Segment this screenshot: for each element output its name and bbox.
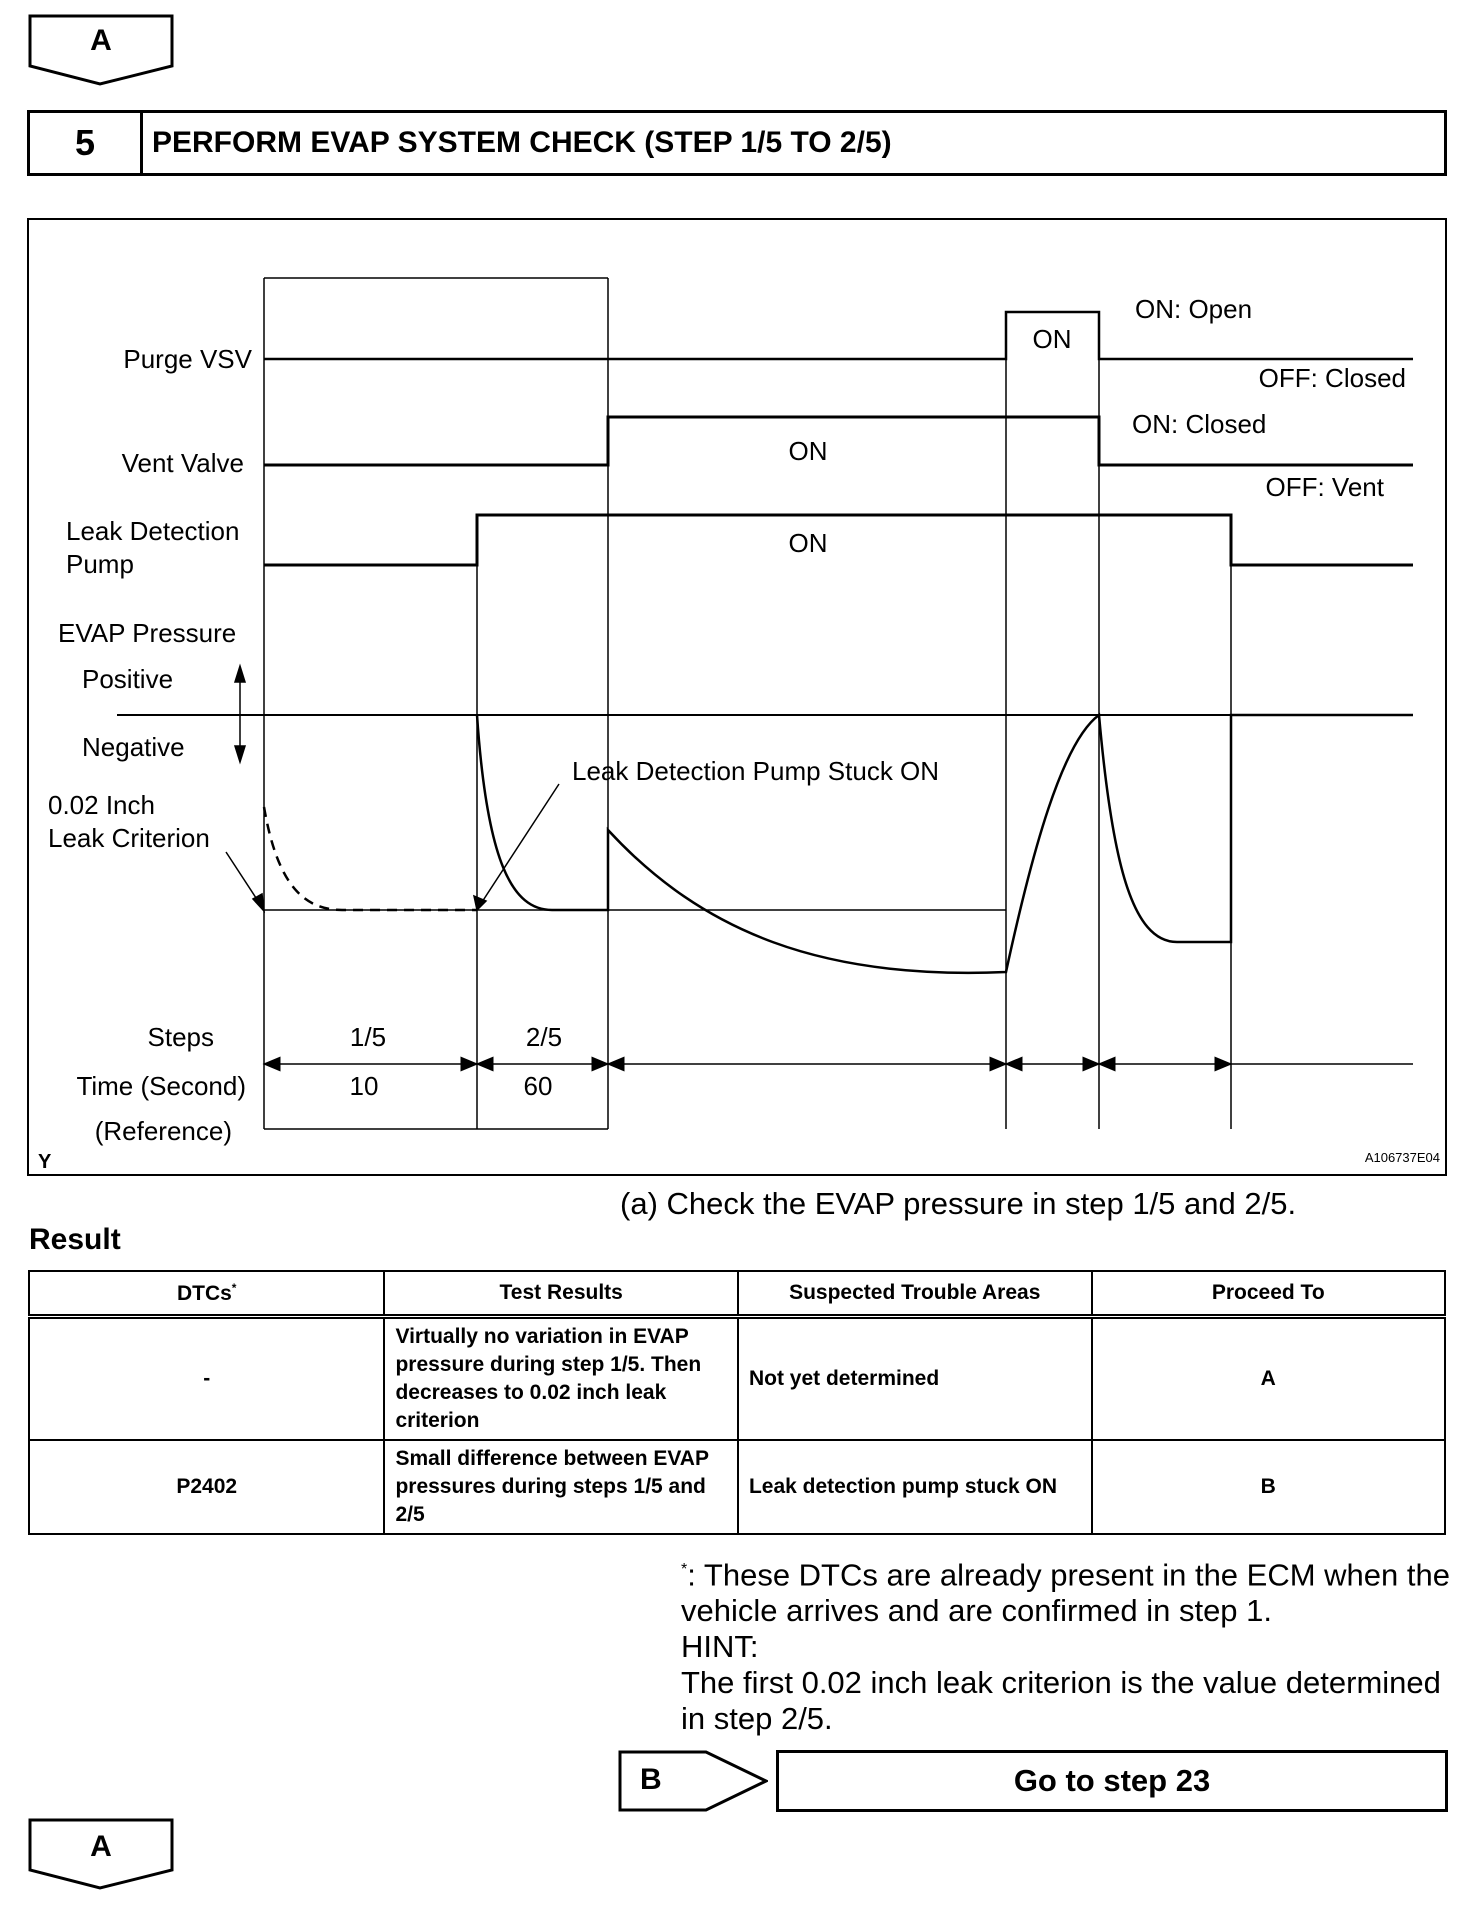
check-instruction: (a) Check the EVAP pressure in step 1/5 and 2/5.	[620, 1186, 1297, 1221]
label-leak-pump-1: Leak Detection	[66, 516, 240, 546]
cell-trouble-area: Not yet determined	[738, 1317, 1092, 1441]
goto-b-marker	[618, 1750, 768, 1812]
step-2-time: 60	[523, 1071, 553, 1101]
goto-b-label: B	[640, 1763, 662, 1796]
bottom-a-marker	[28, 1818, 174, 1890]
figure-id: A106737E04	[1364, 1150, 1440, 1165]
stuck-on-leader	[482, 784, 559, 902]
hint-label: HINT:	[681, 1629, 759, 1665]
top-a-marker-label: A	[90, 24, 112, 57]
cell-dtc: -	[29, 1317, 384, 1441]
step-number: 5	[30, 113, 143, 173]
label-purge-vsv: Purge VSV	[123, 344, 252, 374]
leak-criterion-leader	[226, 852, 260, 904]
annot-vent-on: ON	[788, 436, 828, 466]
cell-test-result: Small difference between EVAP pressures during steps 1/5 and 2/5	[384, 1440, 738, 1534]
timing-diagram-svg	[29, 220, 1445, 1174]
footnote-block	[681, 1552, 1451, 1737]
header-footnote-mark: *	[231, 1280, 237, 1295]
hint-text: The first 0.02 inch leak criterion is the value determined in step 2/5.	[681, 1665, 1441, 1737]
table-row	[29, 1440, 1445, 1534]
cell-proceed-to: B	[1092, 1440, 1445, 1534]
cell-trouble-area: Leak detection pump stuck ON	[738, 1440, 1092, 1534]
label-evap-pressure: EVAP Pressure	[58, 618, 237, 648]
annot-on-closed: ON: Closed	[1132, 409, 1267, 439]
step-2-label: 2/5	[525, 1022, 563, 1052]
step-title: PERFORM EVAP SYSTEM CHECK (STEP 1/5 TO 2/5)	[152, 126, 892, 159]
header-proceed-to: Proceed To	[1092, 1271, 1445, 1317]
evap-pressure-dashed-curve	[264, 807, 477, 910]
cell-test-result: Virtually no variation in EVAP pressure during step 1/5. Then decreases to 0.02 inch leak criterion	[384, 1317, 738, 1441]
label-leak-criterion-1: 0.02 Inch	[48, 790, 155, 820]
step-1-label: 1/5	[349, 1022, 387, 1052]
label-steps: Steps	[147, 1022, 214, 1052]
corner-y-label: Y	[38, 1151, 52, 1173]
label-leak-criterion-2: Leak Criterion	[48, 823, 210, 853]
footnote-text: *: These DTCs are already present in the ECM when the vehicle arrives and are confirmed in step 1.	[681, 1557, 1450, 1629]
timing-diagram	[27, 218, 1447, 1176]
leak-pump-signal	[264, 515, 1413, 565]
label-reference: (Reference)	[94, 1116, 232, 1146]
vertical-reference-lines	[264, 278, 1231, 1129]
result-table	[28, 1270, 1446, 1535]
top-a-marker	[28, 14, 174, 86]
annot-stuck-on: Leak Detection Pump Stuck ON	[572, 756, 940, 786]
step-header	[27, 110, 1447, 176]
header-test-results: Test Results	[384, 1271, 738, 1317]
annot-pump-on: ON	[788, 528, 828, 558]
label-positive: Positive	[82, 664, 174, 694]
annot-on-open: ON: Open	[1135, 294, 1253, 324]
step-1-time: 10	[349, 1071, 379, 1101]
evap-pressure-curve	[477, 715, 1413, 973]
label-leak-pump-2: Pump	[66, 549, 134, 579]
table-header-row	[29, 1271, 1445, 1317]
annot-off-vent: OFF: Vent	[1265, 472, 1384, 502]
header-dtcs: DTCs*	[29, 1271, 384, 1317]
goto-step-button[interactable]: Go to step 23	[776, 1750, 1448, 1812]
label-time: Time (Second)	[76, 1071, 246, 1101]
table-row	[29, 1317, 1445, 1441]
annot-purge-on: ON	[1032, 324, 1072, 354]
label-vent-valve: Vent Valve	[121, 448, 244, 478]
result-label: Result	[29, 1223, 121, 1256]
header-trouble-areas: Suspected Trouble Areas	[738, 1271, 1092, 1317]
cell-dtc: P2402	[29, 1440, 384, 1534]
cell-proceed-to: A	[1092, 1317, 1445, 1441]
annot-off-closed: OFF: Closed	[1258, 363, 1406, 393]
bottom-a-marker-label: A	[90, 1830, 112, 1863]
label-negative: Negative	[82, 732, 185, 762]
